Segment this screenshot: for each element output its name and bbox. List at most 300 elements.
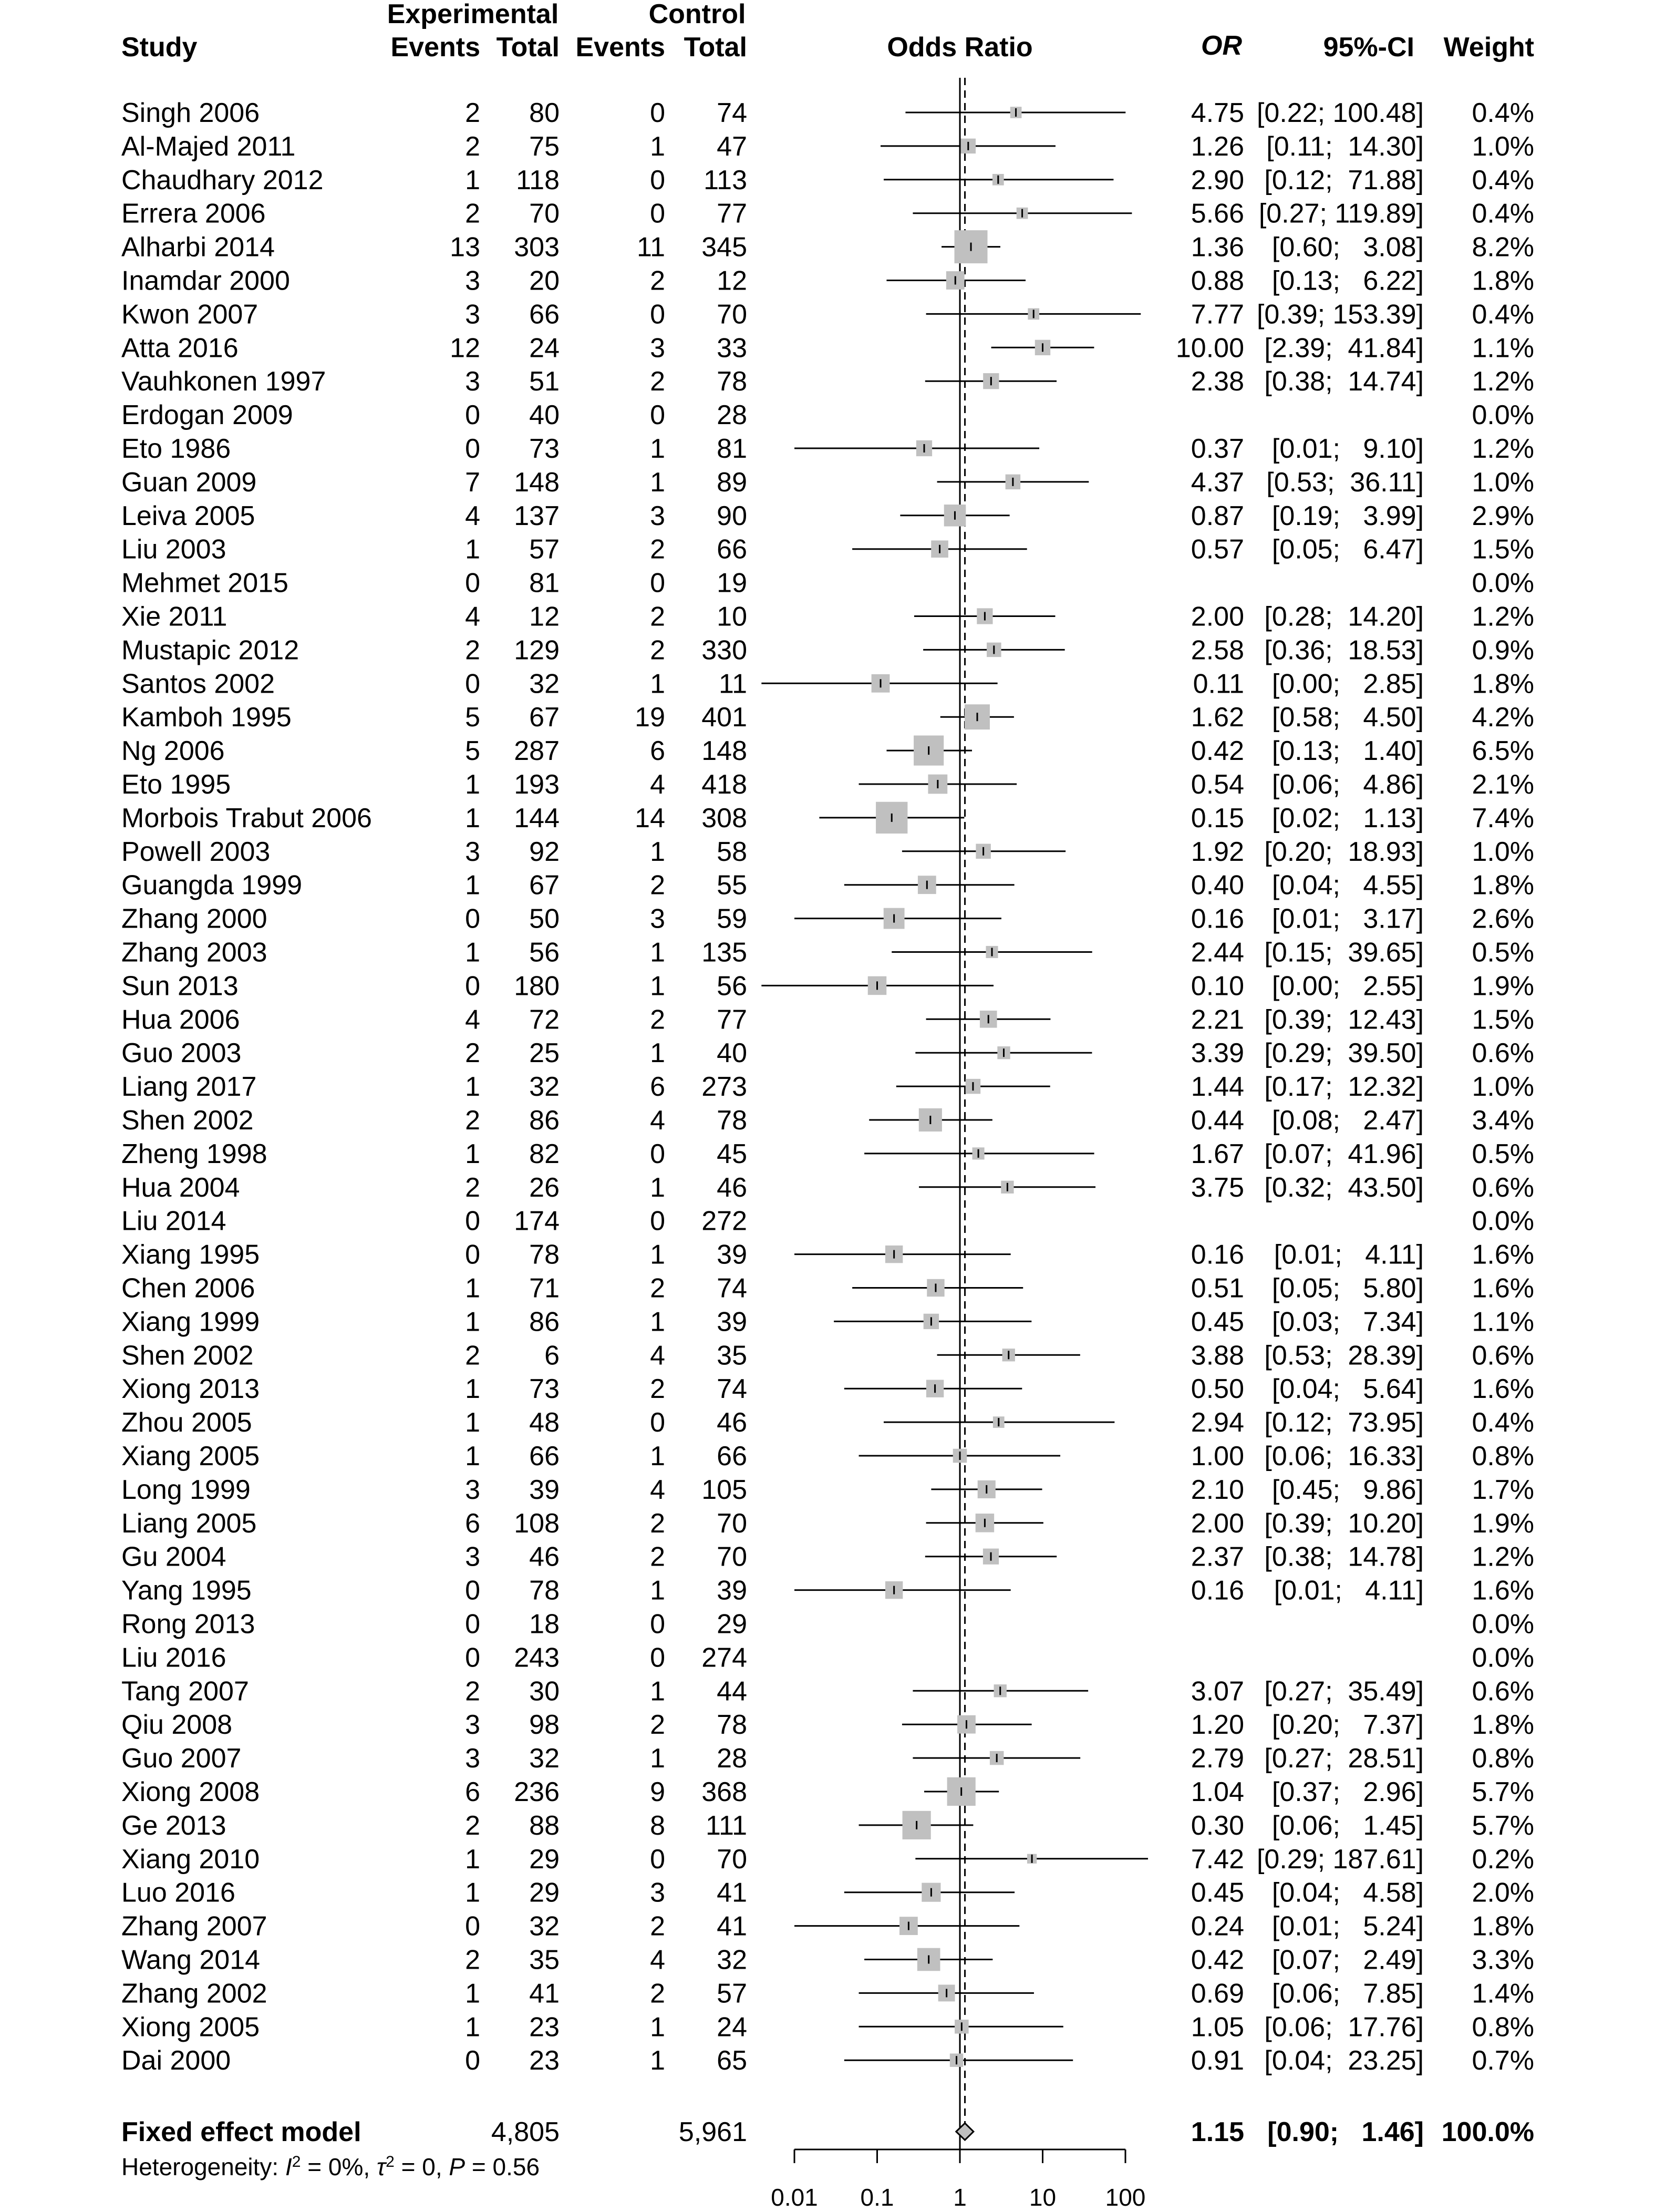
or-value: 1.26 xyxy=(1191,131,1244,162)
events-control: 4 xyxy=(650,1944,665,1976)
study-row xyxy=(121,602,1534,632)
events-experimental: 3 xyxy=(465,836,480,867)
ci-value: [0.00; 2.85] xyxy=(1271,668,1424,699)
ci-value: [0.27; 35.49] xyxy=(1264,1676,1424,1707)
weight-value: 0.0% xyxy=(1472,568,1534,599)
study-name: Chen 2006 xyxy=(121,1273,255,1304)
total-control: 77 xyxy=(717,198,747,229)
events-experimental: 1 xyxy=(465,1374,480,1405)
events-control: 0 xyxy=(650,1609,665,1640)
total-experimental: 67 xyxy=(529,870,560,901)
or-value: 2.90 xyxy=(1191,164,1244,196)
ci-value: [0.02; 1.13] xyxy=(1271,803,1424,834)
total-control: 46 xyxy=(717,1172,747,1203)
events-control: 1 xyxy=(650,1306,665,1338)
total-control: 39 xyxy=(717,1575,747,1606)
total-experimental: 32 xyxy=(529,668,560,699)
study-row xyxy=(121,1105,1534,1136)
or-value: 1.00 xyxy=(1191,1441,1244,1472)
total-experimental: 108 xyxy=(514,1508,560,1539)
events-experimental: 3 xyxy=(465,299,480,330)
study-name: Tang 2007 xyxy=(121,1676,249,1707)
weight-value: 0.4% xyxy=(1472,198,1534,229)
events-experimental: 0 xyxy=(465,2045,480,2076)
weight-value: 1.5% xyxy=(1472,1004,1534,1035)
events-experimental: 1 xyxy=(465,164,480,196)
weight-value: 1.6% xyxy=(1472,1374,1534,1405)
study-row xyxy=(121,1340,1534,1371)
events-experimental: 1 xyxy=(465,1441,480,1472)
study-name: Xiong 2013 xyxy=(121,1374,260,1405)
events-control: 2 xyxy=(650,366,665,397)
study-rows xyxy=(121,98,1534,2076)
study-row xyxy=(121,501,1534,531)
total-experimental: 30 xyxy=(529,1676,560,1707)
weight-value: 2.1% xyxy=(1472,769,1534,800)
ci-value: [0.01; 5.24] xyxy=(1271,1911,1424,1942)
ci-value: [0.60; 3.08] xyxy=(1271,232,1424,263)
study-row xyxy=(121,1978,1534,2009)
weight-value: 0.8% xyxy=(1472,1441,1534,1472)
weight-value: 0.5% xyxy=(1472,1138,1534,1169)
header-events-control: Events xyxy=(575,32,665,63)
x-tick-label: 10 xyxy=(1029,2184,1057,2211)
or-value: 10.00 xyxy=(1175,333,1244,364)
study-row xyxy=(121,1642,1534,1673)
total-control: 10 xyxy=(717,601,747,632)
total-experimental: 118 xyxy=(516,164,560,196)
events-control: 2 xyxy=(650,601,665,632)
header-weight: Weight xyxy=(1443,32,1534,63)
events-control: 6 xyxy=(650,736,665,767)
total-control: 41 xyxy=(717,1877,747,1908)
total-experimental: 137 xyxy=(514,500,560,531)
study-name: Zhang 2003 xyxy=(121,937,267,968)
study-row xyxy=(121,870,1534,901)
total-control: 273 xyxy=(701,1072,747,1103)
study-row xyxy=(121,1206,1534,1237)
total-experimental: 86 xyxy=(529,1105,560,1136)
ci-value: [0.13; 1.40] xyxy=(1271,736,1424,767)
total-experimental: 25 xyxy=(529,1038,560,1069)
total-control: 66 xyxy=(717,534,747,565)
events-control: 1 xyxy=(650,836,665,867)
total-experimental: 303 xyxy=(514,232,560,263)
or-value: 1.05 xyxy=(1191,2012,1244,2043)
weight-value: 0.4% xyxy=(1472,299,1534,330)
events-control: 0 xyxy=(650,98,665,128)
ci-value: [0.39; 153.39] xyxy=(1256,299,1424,330)
ci-value: [0.20; 18.93] xyxy=(1264,836,1424,867)
total-experimental: 32 xyxy=(529,1072,560,1103)
weight-value: 1.1% xyxy=(1472,1306,1534,1338)
study-name: Xie 2011 xyxy=(121,601,227,632)
ci-value: [0.06; 16.33] xyxy=(1264,1441,1424,1472)
study-name: Dai 2000 xyxy=(121,2045,231,2076)
or-value: 1.92 xyxy=(1191,836,1244,867)
events-control: 4 xyxy=(650,769,665,800)
events-control: 1 xyxy=(650,1172,665,1203)
total-experimental: 82 xyxy=(529,1138,560,1169)
events-control: 2 xyxy=(650,1374,665,1405)
study-name: Xiong 2005 xyxy=(121,2012,260,2043)
weight-value: 1.5% xyxy=(1472,534,1534,565)
ci-value: [0.06; 17.76] xyxy=(1264,2012,1424,2043)
or-value: 1.36 xyxy=(1191,232,1244,263)
total-control: 41 xyxy=(717,1911,747,1942)
events-control: 1 xyxy=(650,971,665,1002)
total-experimental: 92 xyxy=(529,836,560,867)
total-experimental: 18 xyxy=(529,1609,560,1640)
weight-value: 0.6% xyxy=(1472,1676,1534,1707)
study-row xyxy=(121,1609,1534,1640)
events-control: 0 xyxy=(650,299,665,330)
or-value: 0.45 xyxy=(1191,1877,1244,1908)
events-experimental: 2 xyxy=(465,1038,480,1069)
or-value: 1.62 xyxy=(1191,702,1244,733)
study-name: Hua 2006 xyxy=(121,1004,240,1035)
study-name: Vauhkonen 1997 xyxy=(121,366,326,397)
ci-value: [0.05; 5.80] xyxy=(1271,1273,1424,1304)
study-name: Eto 1995 xyxy=(121,769,231,800)
study-name: Errera 2006 xyxy=(121,198,266,229)
total-experimental: 41 xyxy=(529,1978,560,2009)
events-control: 2 xyxy=(650,534,665,565)
total-control: 46 xyxy=(717,1407,747,1438)
ci-value: [0.29; 187.61] xyxy=(1256,1844,1424,1875)
total-experimental: 73 xyxy=(529,434,560,464)
events-control: 2 xyxy=(650,1911,665,1942)
events-experimental: 1 xyxy=(465,534,480,565)
weight-value: 1.0% xyxy=(1472,467,1534,498)
events-experimental: 12 xyxy=(450,333,480,364)
weight-value: 0.0% xyxy=(1472,400,1534,431)
study-name: Liang 2005 xyxy=(121,1508,257,1539)
weight-value: 1.1% xyxy=(1472,333,1534,364)
ci-value: [0.07; 2.49] xyxy=(1271,1944,1424,1976)
events-experimental: 4 xyxy=(465,500,480,531)
ci-value: [0.32; 43.50] xyxy=(1264,1172,1424,1203)
total-experimental: 71 xyxy=(529,1273,560,1304)
total-control: 308 xyxy=(701,803,747,834)
study-row xyxy=(121,333,1534,363)
study-row xyxy=(121,568,1534,599)
study-row xyxy=(121,1710,1534,1740)
events-control: 1 xyxy=(650,1239,665,1270)
total-experimental: 180 xyxy=(514,971,560,1002)
or-value: 0.57 xyxy=(1191,534,1244,565)
study-row xyxy=(121,199,1534,229)
or-value: 1.04 xyxy=(1191,1777,1244,1807)
x-tick-label: 100 xyxy=(1105,2184,1146,2211)
events-control: 4 xyxy=(650,1340,665,1371)
study-name: Long 1999 xyxy=(121,1474,251,1505)
ci-value: [0.01; 3.17] xyxy=(1271,903,1424,934)
events-experimental: 1 xyxy=(465,1072,480,1103)
study-name: Eto 1986 xyxy=(121,434,231,464)
or-value: 7.42 xyxy=(1191,1844,1244,1875)
header-ci-text: 95%-CI xyxy=(1323,32,1414,63)
study-name: Kamboh 1995 xyxy=(121,702,292,733)
events-control: 9 xyxy=(650,1777,665,1807)
total-experimental: 287 xyxy=(514,736,560,767)
weight-value: 1.9% xyxy=(1472,1508,1534,1539)
total-experimental: 98 xyxy=(529,1710,560,1741)
study-name: Singh 2006 xyxy=(121,98,260,128)
total-control: 111 xyxy=(705,1810,747,1841)
weight-value: 4.2% xyxy=(1472,702,1534,733)
or-value: 2.10 xyxy=(1191,1474,1244,1505)
events-experimental: 2 xyxy=(465,98,480,128)
total-experimental: 67 xyxy=(529,702,560,733)
total-experimental: 174 xyxy=(514,1206,560,1237)
ci-value: [0.04; 23.25] xyxy=(1264,2045,1424,2076)
events-control: 2 xyxy=(650,265,665,296)
events-control: 1 xyxy=(650,2012,665,2043)
events-control: 2 xyxy=(650,1710,665,1741)
events-experimental: 1 xyxy=(465,803,480,834)
study-row xyxy=(121,165,1534,196)
study-name: Mustapic 2012 xyxy=(121,635,299,666)
total-control: 401 xyxy=(701,702,747,733)
events-control: 2 xyxy=(650,1273,665,1304)
study-name: Inamdar 2000 xyxy=(121,265,290,296)
or-value: 7.77 xyxy=(1191,299,1244,330)
x-tick-label: 0.01 xyxy=(771,2184,818,2211)
study-row xyxy=(121,1508,1534,1539)
or-value: 0.88 xyxy=(1191,265,1244,296)
events-control: 0 xyxy=(650,164,665,196)
study-row xyxy=(121,1139,1534,1169)
events-control: 0 xyxy=(650,1642,665,1673)
study-row xyxy=(121,1576,1534,1606)
study-name: Guangda 1999 xyxy=(121,870,303,901)
events-control: 2 xyxy=(650,1541,665,1572)
or-value: 0.11 xyxy=(1193,668,1244,699)
total-experimental: 48 xyxy=(529,1407,560,1438)
summary-total-control: 5,961 xyxy=(678,2117,747,2147)
events-control: 3 xyxy=(650,1877,665,1908)
ci-value: [2.39; 41.84] xyxy=(1264,333,1424,364)
events-control: 2 xyxy=(650,635,665,666)
total-experimental: 66 xyxy=(529,1441,560,1472)
weight-value: 0.7% xyxy=(1472,2045,1534,2076)
events-control: 1 xyxy=(650,467,665,498)
study-row xyxy=(121,266,1534,296)
total-control: 65 xyxy=(717,2045,747,2076)
study-row xyxy=(121,668,1534,699)
events-control: 2 xyxy=(650,1978,665,2009)
total-control: 77 xyxy=(717,1004,747,1035)
ci-value: [0.39; 10.20] xyxy=(1264,1508,1424,1539)
study-row xyxy=(121,1542,1534,1572)
total-control: 57 xyxy=(717,1978,747,2009)
ci-value: [0.04; 4.55] xyxy=(1271,870,1424,901)
ci-value: [0.05; 6.47] xyxy=(1271,534,1424,565)
total-experimental: 50 xyxy=(529,903,560,934)
events-control: 1 xyxy=(650,1038,665,1069)
study-name: Xiang 2010 xyxy=(121,1844,260,1875)
events-experimental: 3 xyxy=(465,1710,480,1741)
or-value: 1.20 xyxy=(1191,1710,1244,1741)
total-control: 29 xyxy=(717,1609,747,1640)
ci-value: [0.27; 28.51] xyxy=(1264,1743,1424,1774)
or-value: 3.39 xyxy=(1191,1038,1244,1069)
events-experimental: 3 xyxy=(465,1474,480,1505)
study-name: Rong 2013 xyxy=(121,1609,255,1640)
total-control: 272 xyxy=(701,1206,747,1237)
events-control: 2 xyxy=(650,1004,665,1035)
x-axis xyxy=(771,2149,1145,2211)
or-value: 0.91 xyxy=(1191,2045,1244,2076)
total-control: 135 xyxy=(701,937,747,968)
study-name: Sun 2013 xyxy=(121,971,239,1002)
total-control: 40 xyxy=(717,1038,747,1069)
events-control: 2 xyxy=(650,870,665,901)
ci-value: [0.22; 100.48] xyxy=(1256,98,1424,128)
weight-value: 0.8% xyxy=(1472,2012,1534,2043)
study-row xyxy=(121,98,1534,128)
or-value: 4.37 xyxy=(1191,467,1244,498)
or-value: 0.24 xyxy=(1191,1911,1244,1942)
weight-value: 0.0% xyxy=(1472,1642,1534,1673)
total-experimental: 35 xyxy=(529,1944,560,1976)
events-control: 2 xyxy=(650,1508,665,1539)
study-row xyxy=(121,1072,1534,1102)
events-experimental: 6 xyxy=(465,1508,480,1539)
study-name: Zhou 2005 xyxy=(121,1407,252,1438)
events-control: 1 xyxy=(650,1441,665,1472)
or-value: 0.16 xyxy=(1191,1239,1244,1270)
study-row xyxy=(121,1172,1534,1203)
total-control: 59 xyxy=(717,903,747,934)
study-row xyxy=(121,1441,1534,1472)
total-experimental: 144 xyxy=(514,803,560,834)
weight-value: 1.9% xyxy=(1472,971,1534,1002)
header-ci xyxy=(1323,32,1414,63)
events-experimental: 1 xyxy=(465,1306,480,1338)
or-value: 0.40 xyxy=(1191,870,1244,901)
ci-value: [0.01; 9.10] xyxy=(1271,434,1424,464)
total-control: 74 xyxy=(717,1374,747,1405)
total-experimental: 75 xyxy=(529,131,560,162)
weight-value: 2.6% xyxy=(1472,903,1534,934)
weight-value: 1.8% xyxy=(1472,265,1534,296)
study-row xyxy=(121,736,1534,767)
total-control: 45 xyxy=(717,1138,747,1169)
or-value: 4.75 xyxy=(1191,98,1244,128)
events-experimental: 0 xyxy=(465,1609,480,1640)
weight-value: 0.6% xyxy=(1472,1038,1534,1069)
study-row xyxy=(121,1240,1534,1270)
ci-value: [0.29; 39.50] xyxy=(1264,1038,1424,1069)
study-row xyxy=(121,837,1534,867)
weight-value: 1.0% xyxy=(1472,131,1534,162)
weight-value: 0.6% xyxy=(1472,1172,1534,1203)
total-control: 32 xyxy=(717,1944,747,1976)
total-experimental: 70 xyxy=(529,198,560,229)
ci-value: [0.07; 41.96] xyxy=(1264,1138,1424,1169)
weight-value: 0.0% xyxy=(1472,1206,1534,1237)
study-row xyxy=(121,400,1534,430)
total-control: 368 xyxy=(701,1777,747,1807)
or-value: 1.44 xyxy=(1191,1072,1244,1103)
or-value: 2.38 xyxy=(1191,366,1244,397)
or-value: 0.45 xyxy=(1191,1306,1244,1338)
events-control: 1 xyxy=(650,937,665,968)
weight-value: 6.5% xyxy=(1472,736,1534,767)
weight-value: 5.7% xyxy=(1472,1777,1534,1807)
total-control: 24 xyxy=(717,2012,747,2043)
total-experimental: 23 xyxy=(529,2012,560,2043)
events-experimental: 13 xyxy=(450,232,480,263)
or-value: 2.21 xyxy=(1191,1004,1244,1035)
study-name: Alharbi 2014 xyxy=(121,232,275,263)
total-control: 35 xyxy=(717,1340,747,1371)
study-name: Powell 2003 xyxy=(121,836,271,867)
events-control: 4 xyxy=(650,1105,665,1136)
weight-value: 1.2% xyxy=(1472,1541,1534,1572)
or-value: 3.75 xyxy=(1191,1172,1244,1203)
total-control: 44 xyxy=(717,1676,747,1707)
events-experimental: 2 xyxy=(465,198,480,229)
ci-value: [0.01; 4.11] xyxy=(1274,1575,1424,1606)
total-experimental: 40 xyxy=(529,400,560,431)
events-control: 3 xyxy=(650,500,665,531)
weight-value: 1.6% xyxy=(1472,1273,1534,1304)
study-name: Xiong 2008 xyxy=(121,1777,260,1807)
total-control: 66 xyxy=(717,1441,747,1472)
study-row xyxy=(121,1004,1534,1035)
events-experimental: 2 xyxy=(465,635,480,666)
summary-ci: [0.90; 1.46] xyxy=(1267,2117,1424,2147)
or-value: 0.42 xyxy=(1191,736,1244,767)
weight-value: 1.2% xyxy=(1472,434,1534,464)
study-row xyxy=(121,904,1534,934)
total-control: 28 xyxy=(717,400,747,431)
total-control: 74 xyxy=(717,98,747,128)
study-name: Liu 2003 xyxy=(121,534,226,565)
ci-value: [0.03; 7.34] xyxy=(1271,1306,1424,1338)
header-total-control: Total xyxy=(684,32,747,63)
study-name: Xiang 1995 xyxy=(121,1239,260,1270)
weight-value: 3.4% xyxy=(1472,1105,1534,1136)
or-value: 0.16 xyxy=(1191,903,1244,934)
study-row xyxy=(121,1038,1534,1068)
study-name: Gu 2004 xyxy=(121,1541,226,1572)
total-control: 418 xyxy=(701,769,747,800)
ci-value: [0.12; 73.95] xyxy=(1264,1407,1424,1438)
ci-value: [0.17; 12.32] xyxy=(1264,1072,1424,1103)
events-experimental: 2 xyxy=(465,131,480,162)
events-experimental: 0 xyxy=(465,971,480,1002)
ci-value: [0.15; 39.65] xyxy=(1264,937,1424,968)
study-name: Morbois Trabut 2006 xyxy=(121,803,372,834)
events-experimental: 4 xyxy=(465,601,480,632)
total-control: 58 xyxy=(717,836,747,867)
study-row xyxy=(121,702,1534,733)
or-value: 2.58 xyxy=(1191,635,1244,666)
study-name: Shen 2002 xyxy=(121,1105,254,1136)
weight-value: 3.3% xyxy=(1472,1944,1534,1976)
total-control: 345 xyxy=(701,232,747,263)
events-control: 4 xyxy=(650,1474,665,1505)
weight-value: 0.4% xyxy=(1472,164,1534,196)
ci-value: [0.20; 7.37] xyxy=(1271,1710,1424,1741)
events-experimental: 2 xyxy=(465,1676,480,1707)
events-control: 11 xyxy=(637,232,665,263)
study-row xyxy=(121,467,1534,498)
